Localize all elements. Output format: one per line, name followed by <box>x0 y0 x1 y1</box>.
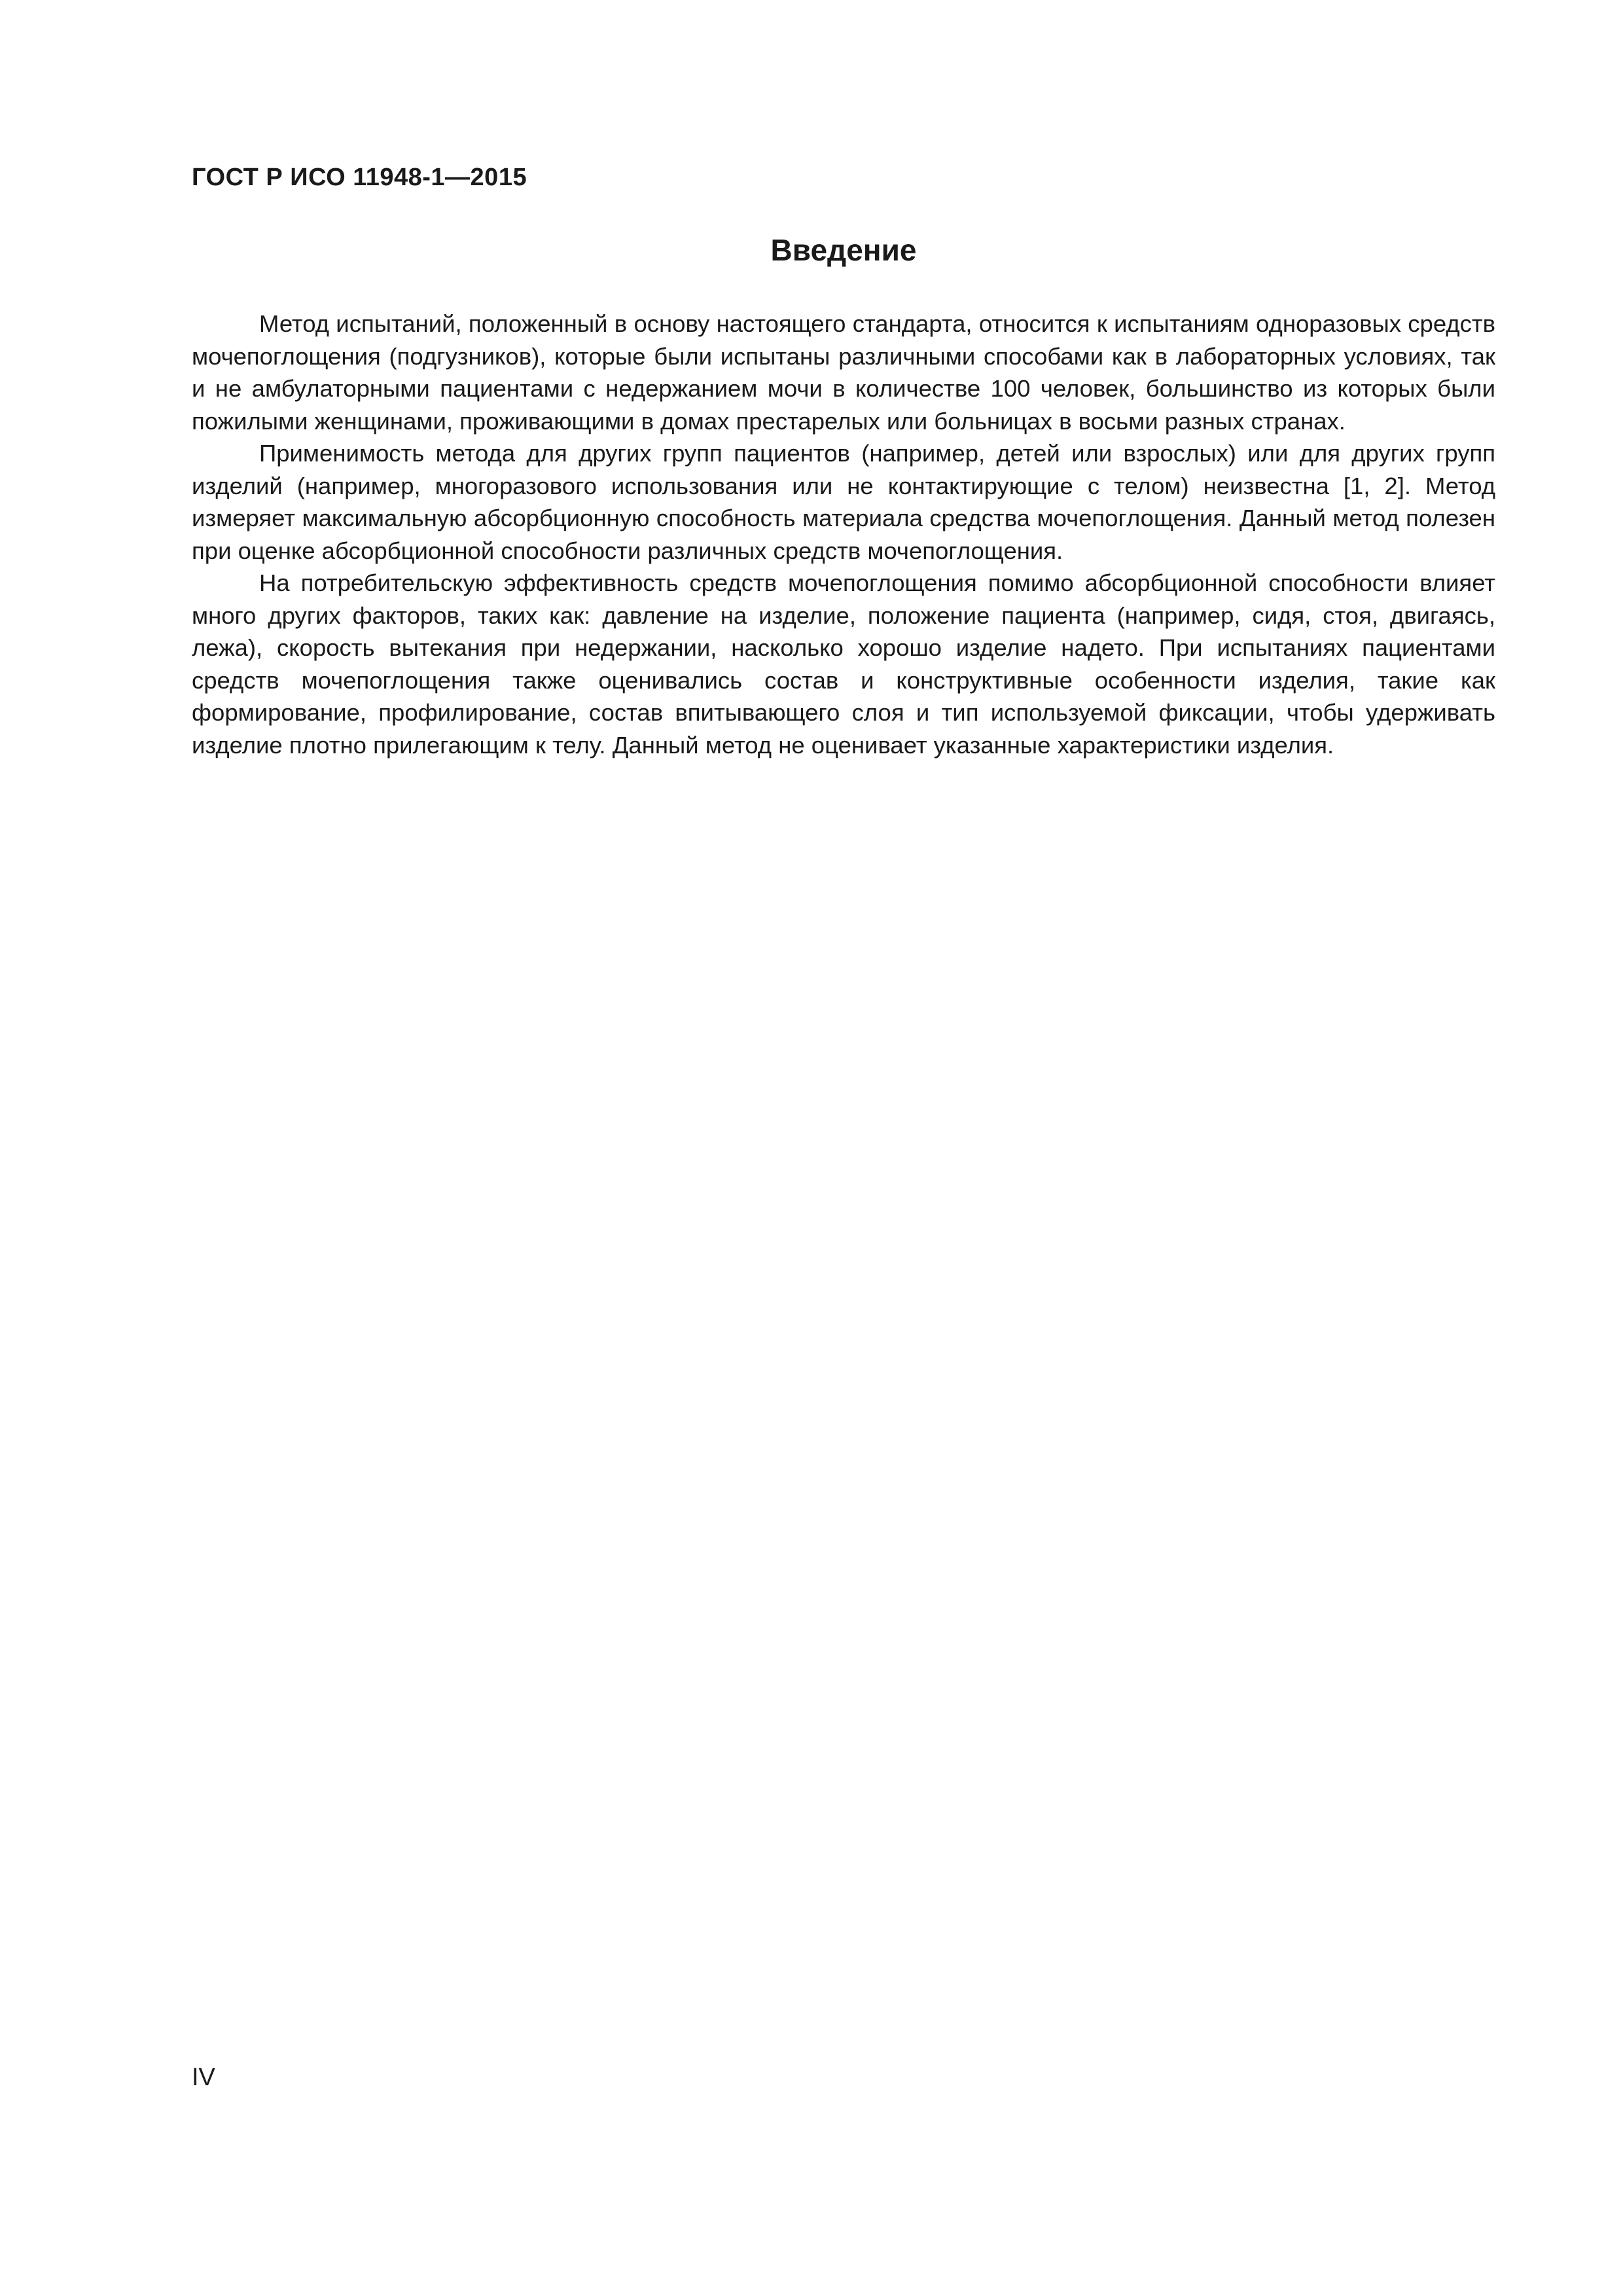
page-number: IV <box>192 2064 215 2091</box>
paragraph-1: Метод испытаний, положенный в основу настоящего стандарта, относится к испытаниям одноразовых средств мочепоглощения (подгузников), которые были испытаны различными способами как в лабораторных условиях, так и не амбулаторными пациентами с недержанием мочи в количестве 100 человек, большинство из которых были пожилыми женщинами, проживающими в домах престарелых или больницах в восьми разных странах. <box>192 310 1495 435</box>
document-code-header: ГОСТ Р ИСО 11948-1—2015 <box>192 164 527 191</box>
introduction-body <box>192 308 1495 761</box>
paragraph-3: На потребительскую эффективность средств мочепоглощения помимо абсорбционной способности влияет много других факторов, таких как: давление на изделие, положение пациента (например, сидя, стоя, двигаясь, лежа), скорость вытекания при недержании, насколько хорошо изделие надето. При испытаниях пациентами средств мочепоглощения также оценивались состав и конструктивные особенности изделия, такие как формирование, профилирование, состав впитывающего слоя и тип используемой фиксации, чтобы удерживать изделие плотно прилегающим к телу. Данный метод не оценивает указанные характеристики изделия. <box>192 569 1495 759</box>
paragraph-2: Применимость метода для других групп пациентов (например, детей или взрослых) или для других групп изделий (например, многоразового использования или не контактирующие с телом) неизвестна [1, 2]. Метод измеряет максимальную абсорбционную способность материала средства мочепоглощения. Данный метод полезен при оценке абсорбционной способности различных средств мочепоглощения. <box>192 440 1495 564</box>
section-title: Введение <box>770 233 917 267</box>
